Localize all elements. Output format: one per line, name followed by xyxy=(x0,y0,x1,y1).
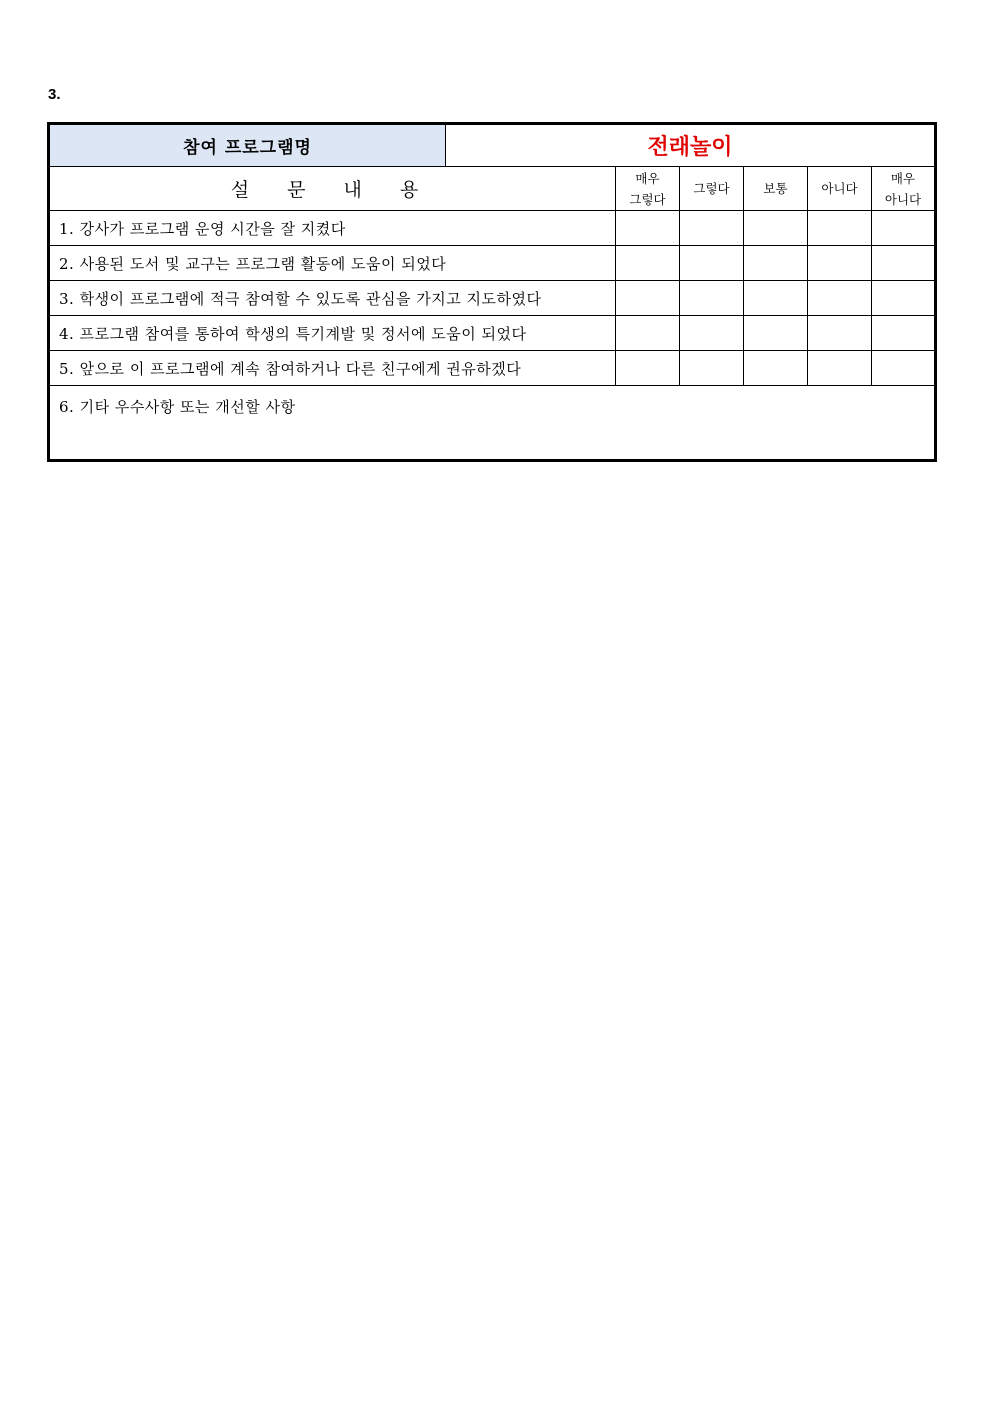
answer-cell-disagree[interactable] xyxy=(808,351,872,386)
answer-cell-strongly-disagree[interactable] xyxy=(872,351,936,386)
question-row-5 xyxy=(49,351,936,386)
answer-cell-agree[interactable] xyxy=(680,316,744,351)
section-number: 3. xyxy=(48,86,61,103)
answer-cell-disagree[interactable] xyxy=(808,316,872,351)
question-row-2 xyxy=(49,246,936,281)
header-row xyxy=(49,167,936,211)
answer-cell-agree[interactable] xyxy=(680,211,744,246)
answer-cell-disagree[interactable] xyxy=(808,211,872,246)
answer-cell-agree[interactable] xyxy=(680,351,744,386)
survey-column-title: 설 문 내 용 xyxy=(49,167,616,211)
answer-cell-neutral[interactable] xyxy=(744,246,808,281)
answer-cell-strongly-disagree[interactable] xyxy=(872,211,936,246)
question-row-3 xyxy=(49,281,936,316)
answer-cell-strongly-disagree[interactable] xyxy=(872,246,936,281)
answer-cell-agree[interactable] xyxy=(680,246,744,281)
question-row-4 xyxy=(49,316,936,351)
answer-cell-neutral[interactable] xyxy=(744,351,808,386)
answer-cell-strongly-disagree[interactable] xyxy=(872,281,936,316)
answer-cell-neutral[interactable] xyxy=(744,211,808,246)
other-comments-field[interactable] xyxy=(49,386,936,461)
question-text: 1. 강사가 프로그램 운영 시간을 잘 지켰다 xyxy=(49,211,616,246)
answer-cell-agree[interactable] xyxy=(680,281,744,316)
scale-neutral: 보통 xyxy=(744,167,808,211)
question-row-1 xyxy=(49,211,936,246)
answer-cell-disagree[interactable] xyxy=(808,281,872,316)
question-text: 5. 앞으로 이 프로그램에 계속 참여하거나 다른 친구에게 권유하겠다 xyxy=(49,351,616,386)
question-text: 4. 프로그램 참여를 통하여 학생의 특기계발 및 정서에 도움이 되었다 xyxy=(49,316,616,351)
answer-cell-neutral[interactable] xyxy=(744,281,808,316)
other-row xyxy=(49,386,936,461)
scale-strongly-disagree: 매우 아니다 xyxy=(872,167,936,211)
answer-cell-strongly-disagree[interactable] xyxy=(872,316,936,351)
scale-disagree: 아니다 xyxy=(808,167,872,211)
answer-cell-strongly-agree[interactable] xyxy=(616,211,680,246)
question-text: 2. 사용된 도서 및 교구는 프로그램 활동에 도움이 되었다 xyxy=(49,246,616,281)
other-comments-label: 6. 기타 우수사항 또는 개선할 사항 xyxy=(59,398,296,416)
scale-agree: 그렇다 xyxy=(680,167,744,211)
answer-cell-strongly-agree[interactable] xyxy=(616,351,680,386)
survey-table xyxy=(47,122,937,462)
answer-cell-neutral[interactable] xyxy=(744,316,808,351)
scale-strongly-agree: 매우 그렇다 xyxy=(616,167,680,211)
program-name: 전래놀이 xyxy=(446,124,936,167)
question-text: 3. 학생이 프로그램에 적극 참여할 수 있도록 관심을 가지고 지도하였다 xyxy=(49,281,616,316)
program-row xyxy=(49,124,936,167)
program-label: 참여 프로그램명 xyxy=(49,124,446,167)
answer-cell-strongly-agree[interactable] xyxy=(616,316,680,351)
answer-cell-strongly-agree[interactable] xyxy=(616,246,680,281)
answer-cell-disagree[interactable] xyxy=(808,246,872,281)
answer-cell-strongly-agree[interactable] xyxy=(616,281,680,316)
